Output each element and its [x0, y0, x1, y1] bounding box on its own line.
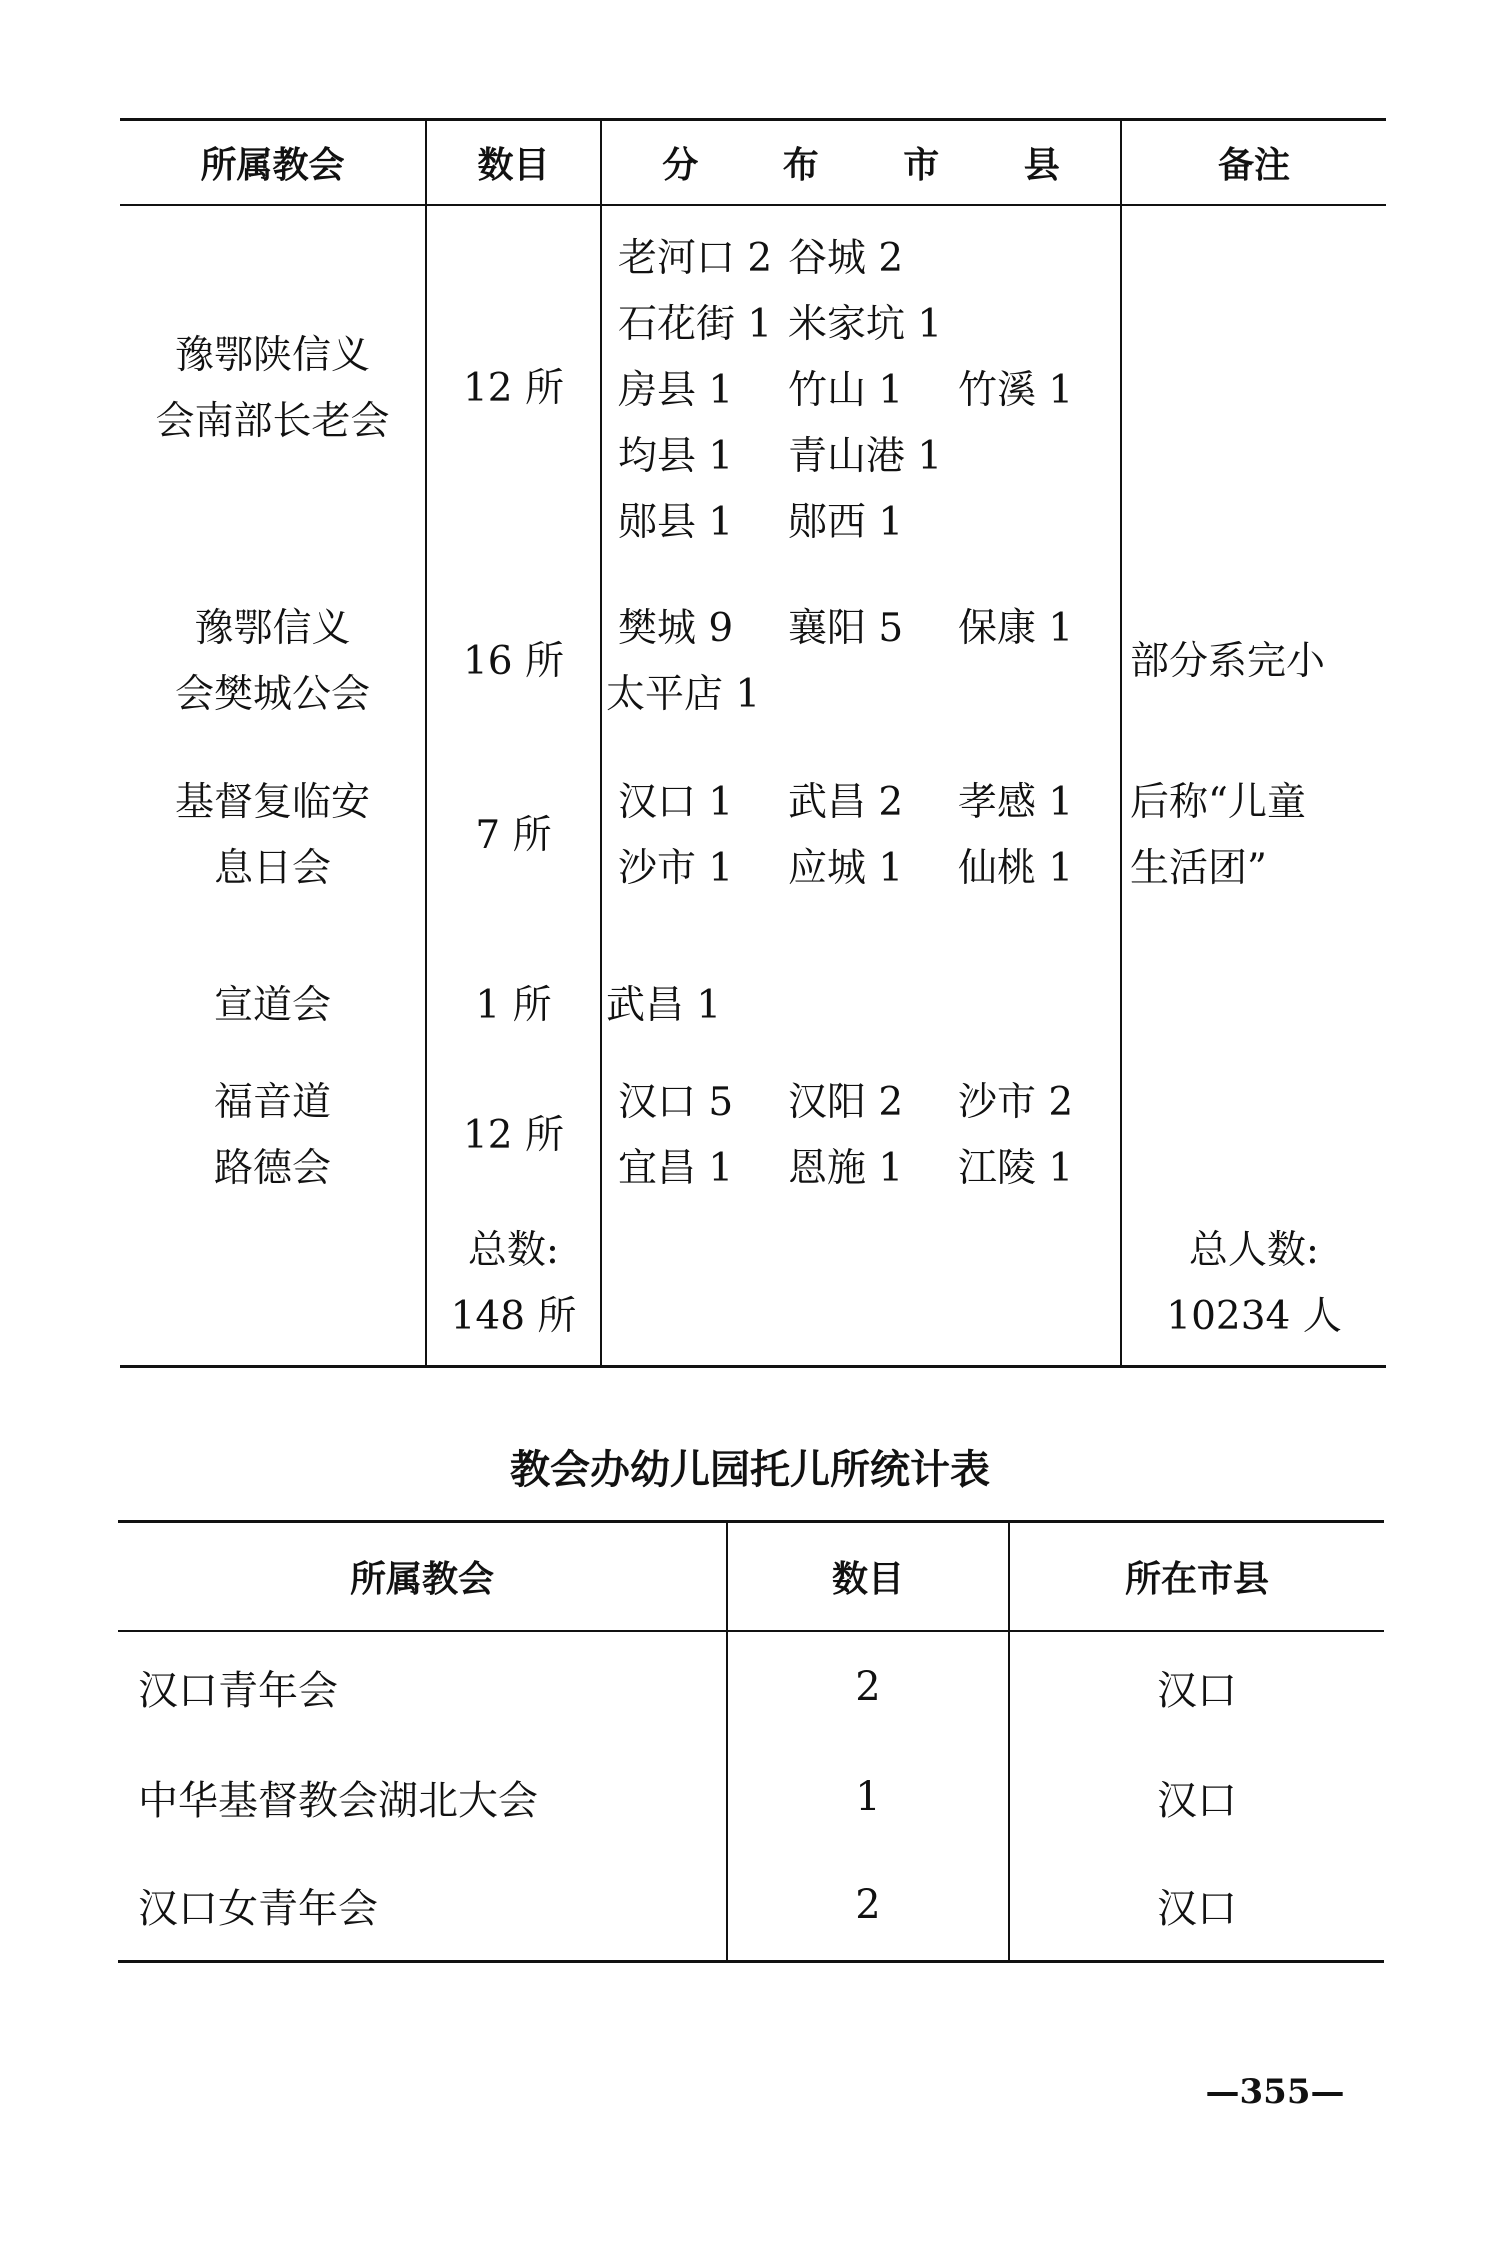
place-entry: 沙市 2 [958, 1080, 1074, 1125]
table-row-note [1130, 629, 1386, 695]
table-row-places [618, 226, 1118, 556]
place-entry: 宜昌 1 [618, 1146, 734, 1191]
total-people-value: 10234 人 [1166, 1294, 1342, 1339]
place-line [618, 424, 1118, 490]
note-line: 后称“儿童 [1130, 780, 1306, 825]
place-line [618, 358, 1118, 424]
place-entry: 汉阳 2 [788, 1080, 904, 1125]
total-people-label: 总人数: [1188, 1228, 1320, 1273]
table-row-city: 汉口 [1157, 1885, 1237, 1932]
church-name-line: 路德会 [213, 1146, 331, 1191]
column-divider [425, 118, 427, 1368]
table-row-church: 中华基督教会湖北大会 [138, 1777, 538, 1824]
place-entry: 竹山 1 [788, 368, 904, 413]
table-row-count: 16 所 [462, 639, 565, 684]
church-name-line: 福音道 [213, 1080, 331, 1125]
church-name-line: 豫鄂信义 [194, 606, 351, 651]
table-row-count: 7 所 [475, 813, 552, 858]
place-entry: 竹溪 1 [958, 368, 1074, 413]
place-entry: 仙桃 1 [958, 846, 1074, 891]
header-church: 所属教会 [349, 1559, 494, 1600]
total-count [427, 1218, 600, 1350]
church-name-line: 宣道会 [213, 983, 331, 1028]
place-entry: 房县 1 [618, 368, 734, 413]
table-row-city: 汉口 [1157, 1667, 1237, 1714]
place-entry: 江陵 1 [958, 1146, 1074, 1191]
column-divider [600, 118, 602, 1368]
table-row-count: 1 [855, 1774, 881, 1820]
kindergarten-table-title: 教会办幼儿园托儿所统计表 [510, 1447, 990, 1493]
table-row-places [618, 1070, 1118, 1202]
table-row-count: 12 所 [462, 1113, 565, 1158]
place-entry: 郧西 1 [788, 500, 904, 545]
table-row-count: 2 [855, 1664, 881, 1710]
table-row-places [606, 596, 1118, 728]
table-header-rule [120, 204, 1386, 206]
table-row-places [618, 770, 1118, 902]
place-entry: 石花街 1 [618, 302, 773, 347]
table-row-count: 12 所 [462, 366, 565, 411]
church-name-line: 会南部长老会 [155, 399, 390, 444]
place-entry: 老河口 2 [618, 236, 773, 281]
total-count-label: 总数: [467, 1228, 560, 1273]
note-line: 部分系完小 [1130, 639, 1326, 684]
total-people [1122, 1218, 1386, 1350]
place-entry: 恩施 1 [788, 1146, 904, 1191]
place-entry: 保康 1 [958, 606, 1074, 651]
place-entry: 武昌 2 [788, 780, 904, 825]
place-entry: 樊城 9 [618, 606, 734, 651]
place-line [618, 292, 1118, 358]
place-entry: 太平店 1 [606, 672, 761, 717]
place-entry: 沙市 1 [618, 846, 734, 891]
school-distribution-table [120, 118, 1386, 1368]
place-line [618, 1070, 1118, 1136]
place-line [618, 596, 1118, 662]
place-line [606, 662, 1118, 728]
header-count: 数目 [831, 1559, 904, 1600]
place-entry: 郧县 1 [618, 500, 734, 545]
header-count: 数目 [477, 145, 550, 186]
table-row-church [120, 323, 425, 455]
page-number: —355— [1205, 2072, 1345, 2112]
place-entry: 米家坑 1 [788, 302, 943, 347]
note-line: 生活团” [1130, 846, 1267, 891]
header-places: 分 布 市 县 [662, 145, 1096, 186]
table-row-church: 汉口女青年会 [138, 1885, 378, 1932]
church-name-line: 息日会 [213, 846, 331, 891]
place-line [618, 836, 1118, 902]
place-line [618, 770, 1118, 836]
place-entry: 谷城 2 [788, 236, 904, 281]
place-entry: 汉口 5 [618, 1080, 734, 1125]
place-entry: 青山港 1 [788, 434, 943, 479]
place-entry: 应城 1 [788, 846, 904, 891]
table-row-church: 汉口青年会 [138, 1667, 338, 1714]
table-bottom-rule [118, 1960, 1384, 1963]
table-row-count: 1 所 [475, 983, 552, 1028]
place-line [618, 226, 1118, 292]
table-row-church [120, 596, 425, 728]
table-row-church [120, 770, 425, 902]
kindergarten-table [118, 1520, 1384, 1963]
place-entry: 均县 1 [618, 434, 734, 479]
place-entry: 汉口 1 [618, 780, 734, 825]
table-row-city: 汉口 [1157, 1777, 1237, 1824]
place-entry: 襄阳 5 [788, 606, 904, 651]
header-note: 备注 [1217, 145, 1290, 186]
table-row-church [120, 973, 425, 1039]
place-line [606, 973, 1106, 1039]
total-count-value: 148 所 [450, 1294, 577, 1339]
header-church: 所属教会 [200, 145, 345, 186]
place-line [618, 1136, 1118, 1202]
place-entry: 孝感 1 [958, 780, 1074, 825]
church-name-line: 豫鄂陕信义 [174, 333, 370, 378]
place-entry: 武昌 1 [606, 983, 722, 1028]
church-name-line: 基督复临安 [174, 780, 370, 825]
table-row-note [1130, 770, 1386, 902]
header-city: 所在市县 [1124, 1559, 1269, 1600]
table-row-church [120, 1070, 425, 1202]
table-row-places [606, 973, 1106, 1039]
place-line [618, 490, 1118, 556]
table-bottom-rule [120, 1365, 1386, 1368]
table-row-count: 2 [855, 1882, 881, 1928]
church-name-line: 会樊城公会 [174, 672, 370, 717]
